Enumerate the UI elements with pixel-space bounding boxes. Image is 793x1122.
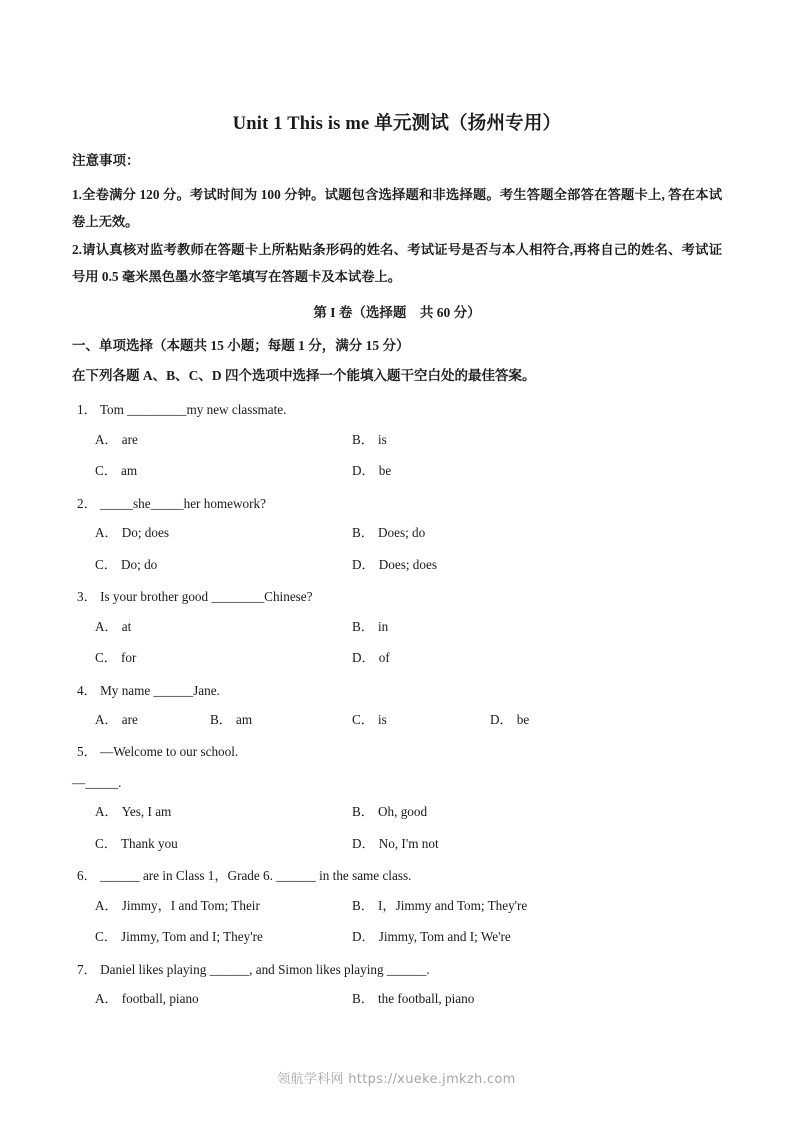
option-text: am — [235, 711, 253, 727]
question-number: 5． — [77, 744, 97, 760]
question-stem — [72, 860, 722, 888]
option-text: of — [378, 650, 390, 666]
option-row — [95, 889, 722, 920]
watermark: 领航学科网 https://xueke.jmkzh.com — [277, 1072, 516, 1087]
option-label: B． — [210, 711, 232, 727]
question-stem-line2: —_____. — [72, 774, 122, 790]
option-text: Jimmy，I and Tom; Their — [121, 897, 260, 913]
option-text: is — [377, 431, 387, 447]
option-label: A． — [95, 431, 118, 447]
option-choice[interactable] — [95, 989, 352, 1009]
option-text: be — [378, 463, 392, 479]
question-text: My name ______Jane. — [96, 682, 220, 698]
question-text: ______ are in Class 1，Grade 6. ______ in the same class. — [96, 868, 412, 884]
question-item — [72, 581, 722, 672]
option-choice[interactable] — [95, 555, 352, 575]
option-choice[interactable] — [352, 617, 609, 637]
option-choice[interactable] — [352, 430, 609, 450]
option-label: C． — [352, 711, 374, 727]
question-number: 2． — [77, 495, 97, 511]
option-choice[interactable] — [95, 802, 352, 822]
option-label: C． — [95, 463, 117, 479]
option-text: I，Jimmy and Tom; They're — [377, 897, 528, 913]
option-text: Thank you — [120, 835, 178, 851]
option-text: Do; does — [121, 525, 169, 541]
question-stem — [72, 675, 722, 703]
option-label: D． — [352, 929, 375, 945]
option-row — [95, 641, 722, 672]
option-choice[interactable] — [95, 523, 352, 543]
option-choice[interactable] — [352, 802, 609, 822]
notice-item-1: 1.全卷满分 120 分。考试时间为 100 分钟。试题包含选择题和非选择题。考生答题全部答在答题卡上, 答在本试卷上无效。 — [72, 187, 722, 230]
question-number: 4． — [77, 682, 97, 698]
question-stem — [72, 954, 722, 982]
question-item — [72, 394, 722, 485]
option-choice[interactable] — [352, 834, 609, 854]
option-group — [72, 795, 722, 858]
option-text: be — [516, 711, 530, 727]
option-text: Does; do — [377, 525, 426, 541]
option-choice[interactable] — [95, 617, 352, 637]
option-row — [95, 703, 722, 734]
option-text: Do; do — [120, 556, 158, 572]
option-group — [72, 703, 722, 734]
option-text: at — [121, 618, 132, 634]
option-text: is — [377, 711, 387, 727]
option-choice[interactable] — [490, 710, 529, 730]
option-label: D． — [352, 463, 375, 479]
option-label: B． — [352, 431, 374, 447]
option-row — [95, 610, 722, 641]
option-group — [72, 516, 722, 579]
option-label: A． — [95, 711, 118, 727]
option-label: C． — [95, 835, 117, 851]
option-label: C． — [95, 650, 117, 666]
option-row — [95, 423, 722, 454]
question-text: —Welcome to our school. — [96, 744, 239, 760]
option-choice[interactable] — [352, 523, 609, 543]
option-label: D． — [352, 556, 375, 572]
option-text: No, I'm not — [378, 835, 439, 851]
question-stem — [72, 736, 722, 764]
option-label: A． — [95, 897, 118, 913]
option-group — [72, 610, 722, 673]
option-text: Yes, I am — [121, 804, 172, 820]
option-group — [72, 889, 722, 952]
option-text: football, piano — [121, 991, 199, 1007]
option-label: B． — [352, 897, 374, 913]
section-subheading: 在下列各题 A、B、C、D 四个选项中选择一个能填入题干空白处的最佳答案。 — [72, 367, 536, 383]
option-row — [95, 516, 722, 547]
question-number: 6． — [77, 868, 97, 884]
question-number: 1． — [77, 402, 97, 418]
question-item — [72, 488, 722, 579]
option-label: C． — [95, 556, 117, 572]
question-list — [72, 394, 722, 1013]
option-choice[interactable] — [352, 989, 609, 1009]
question-number: 3． — [77, 589, 97, 605]
option-label: B． — [352, 618, 374, 634]
question-item — [72, 736, 722, 858]
option-choice[interactable] — [95, 648, 352, 668]
option-text: are — [121, 711, 138, 727]
option-label: B． — [352, 991, 374, 1007]
volume-heading: 第 I 卷（选择题 共 60 分） — [313, 305, 481, 321]
option-label: D． — [352, 835, 375, 851]
option-text: Oh, good — [377, 804, 428, 820]
option-label: D． — [352, 650, 375, 666]
option-choice[interactable] — [352, 927, 609, 947]
question-text: Is your brother good ________Chinese? — [96, 589, 313, 605]
notice-heading: 注意事项： — [72, 152, 140, 168]
option-text: are — [121, 431, 138, 447]
option-row — [95, 795, 722, 826]
option-text: Jimmy, Tom and I; They're — [120, 929, 263, 945]
option-row — [95, 548, 722, 579]
question-stem — [72, 581, 722, 609]
option-text: Does; does — [378, 556, 437, 572]
option-text: am — [120, 463, 138, 479]
document-body — [72, 112, 722, 1016]
question-text: Tom _________my new classmate. — [96, 402, 287, 418]
question-item — [72, 954, 722, 1014]
option-label: C． — [95, 929, 117, 945]
option-text: the football, piano — [377, 991, 475, 1007]
question-number: 7． — [77, 961, 97, 977]
option-choice[interactable] — [95, 927, 352, 947]
option-choice[interactable] — [95, 834, 352, 854]
question-stem — [72, 394, 722, 422]
question-item — [72, 860, 722, 951]
option-row — [95, 827, 722, 858]
option-label: B． — [352, 804, 374, 820]
option-choice[interactable] — [95, 896, 352, 916]
option-label: A． — [95, 618, 118, 634]
option-choice[interactable] — [352, 710, 490, 730]
question-text: Daniel likes playing ______, and Simon likes playing ______. — [96, 961, 430, 977]
option-text: for — [120, 650, 137, 666]
option-group — [72, 423, 722, 486]
option-row — [95, 454, 722, 485]
option-choice[interactable] — [95, 430, 352, 450]
option-choice[interactable] — [95, 461, 352, 481]
section-heading: 一、单项选择（本题共 15 小题；每题 1 分，满分 15 分） — [72, 338, 410, 354]
option-label: A． — [95, 991, 118, 1007]
option-text: in — [377, 618, 389, 634]
option-row — [95, 982, 722, 1013]
option-choice[interactable] — [352, 896, 609, 916]
option-choice[interactable] — [352, 648, 609, 668]
option-choice[interactable] — [95, 710, 210, 730]
question-item — [72, 675, 722, 735]
option-label: B． — [352, 525, 374, 541]
option-choice[interactable] — [352, 461, 609, 481]
option-row — [95, 920, 722, 951]
option-group — [72, 982, 722, 1013]
notice-item-2: 2.请认真核对监考教师在答题卡上所粘贴条形码的姓名、考试证号是否与本人相符合,再将自己的姓名、考试证号用 0.5 毫米黑色墨水签字笔填写在答题卡及本试卷上。 — [72, 241, 722, 284]
question-text: _____she_____her homework? — [96, 495, 266, 511]
question-stem — [72, 488, 722, 516]
option-label: A． — [95, 525, 118, 541]
option-choice[interactable] — [210, 710, 352, 730]
option-choice[interactable] — [352, 555, 609, 575]
option-label: D． — [490, 711, 513, 727]
page-title: Unit 1 This is me 单元测试（扬州专用） — [232, 114, 562, 134]
option-label: A． — [95, 804, 118, 820]
option-text: Jimmy, Tom and I; We're — [378, 929, 511, 945]
